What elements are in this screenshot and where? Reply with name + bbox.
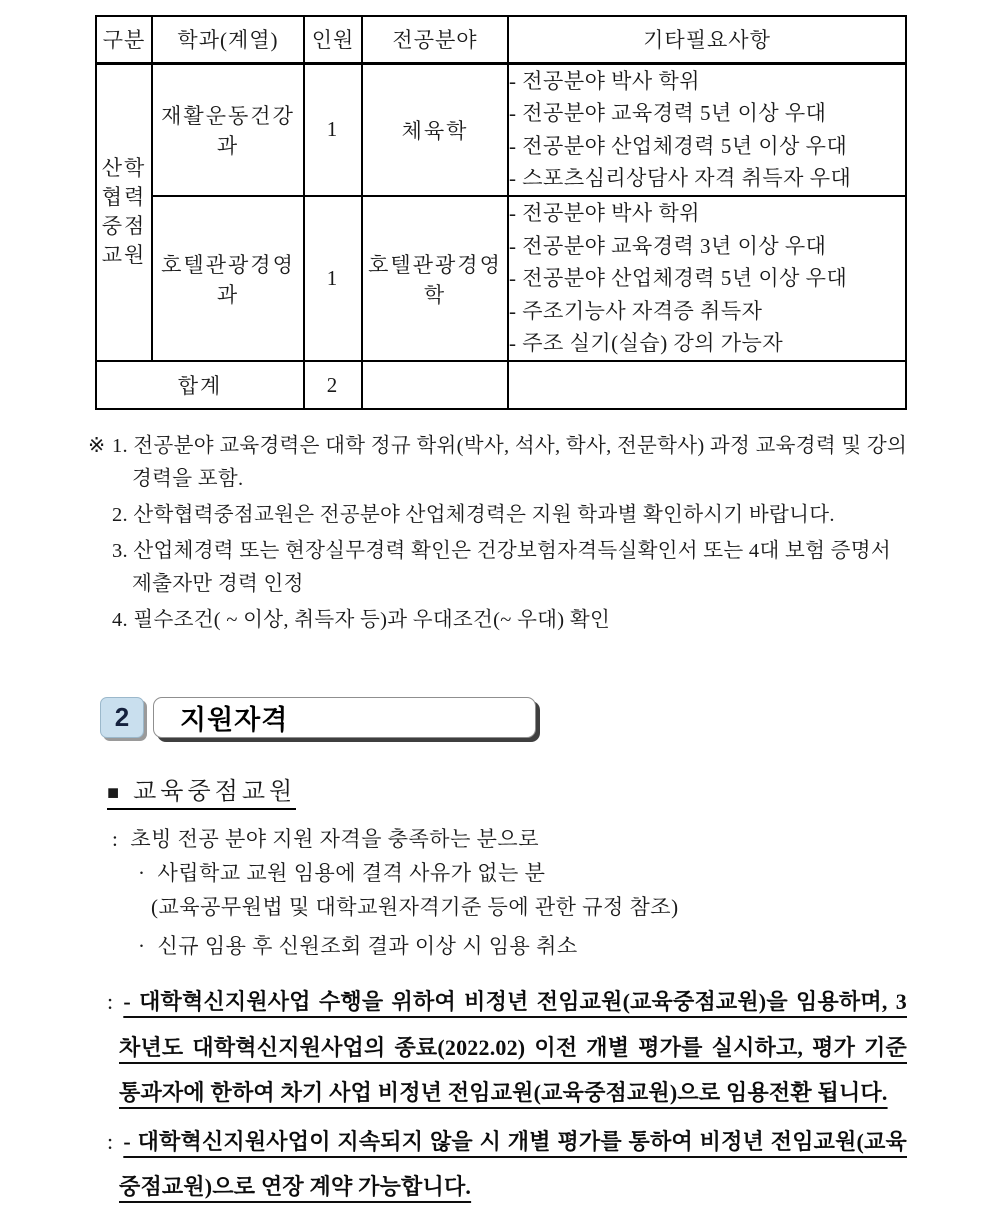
subsection-heading-text: 교육중점교원 [133,779,297,805]
table-total-row [96,361,906,409]
footnote-item: 4. 필수조건( ~ 이상, 취득자 등)과 우대조건(~ 우대) 확인 [112,609,611,631]
requirement-item: - 주조기능사 자격증 취득자 [509,298,763,323]
emphasized-paragraph [107,979,907,1116]
col-header-major: 전공분야 [362,16,508,63]
col-header-headcount: 인원 [304,16,362,63]
dot-bullet-icon: · [138,934,146,958]
table-row [96,196,906,361]
requirement-item: - 스포츠심리상담사 자격 취득자 우대 [509,166,852,191]
col-header-other-reqs: 기타필요사항 [508,16,906,63]
major-cell: 체육학 [362,63,508,196]
table-header-row [96,16,906,63]
footnote-item: 2. 산학협력중점교원은 전공분야 산업체경력은 지원 학과별 확인하시기 바랍니다. [112,504,835,526]
section-header [100,697,991,745]
qualification-line-text: 신규 임용 후 신원조회 결과 이상 시 임용 취소 [157,934,578,958]
subsection-heading [107,771,991,806]
col-header-category: 구분 [96,16,152,63]
colon-prefix: : [112,827,119,851]
emphasized-notices [107,979,907,1210]
colon-prefix: : [107,989,114,1014]
count-cell: 1 [304,63,362,196]
table-row [96,63,906,196]
group-label: 산학협력중점교원 [101,156,147,268]
qualification-line [107,856,991,890]
qualification-line [107,822,991,856]
requirement-item: - 전공분야 박사 학위 [509,68,701,93]
empty-cell [508,361,906,409]
footnotes [88,430,916,637]
col-header-department: 학과(계열) [152,16,304,63]
qualification-line-text: 초빙 전공 분야 지원 자격을 충족하는 분으로 [130,827,539,851]
empty-cell [362,361,508,409]
qualification-body [107,822,991,963]
section-title: 지원자격 [153,697,536,738]
square-bullet-icon: ■ [107,782,124,804]
footnote-item: 3. 산업체경력 또는 현장실무경력 확인은 건강보험자격득실확인서 또는 4대 보험 증명서 제출자만 경력 인정 [112,540,891,595]
footnote-item: 1. 전공분야 교육경력은 대학 정규 학위(박사, 석사, 학사, 전문학사) 과정 교육경력 및 강의 경력을 포함. [112,435,908,490]
section-number-badge: 2 [100,697,144,738]
total-count-cell: 2 [304,361,362,409]
requirements-cell [508,196,906,361]
group-label-cell [96,63,152,361]
requirement-item: - 전공분야 박사 학위 [509,201,701,226]
colon-prefix: : [107,1128,114,1154]
emphasized-text: - 대학혁신지원사업이 지속되지 않을 시 개별 평가를 통하여 비정년 전임교원(교육중점교원)으로 연장 계약 가능합니다. [119,1128,907,1199]
total-label-cell: 합계 [96,361,304,409]
reference-mark: ※ [88,435,106,457]
count-cell: 1 [304,196,362,361]
requirement-item: - 전공분야 교육경력 3년 이상 우대 [509,233,827,258]
dept-cell: 재활운동건강과 [152,63,304,196]
dept-cell: 호텔관광경영과 [152,196,304,361]
requirements-cell [508,63,906,196]
qualification-line-text: 사립학교 교원 임용에 결격 사유가 없는 분 [157,861,546,885]
major-cell: 호텔관광경영학 [362,196,508,361]
qualification-line-text: (교육공무원법 및 대학교원자격기준 등에 관한 규정 참조) [151,895,679,919]
qualification-line [107,890,991,924]
emphasized-paragraph [107,1119,907,1210]
requirement-item: - 전공분야 산업체경력 5년 이상 우대 [509,266,848,291]
qualification-line [107,929,991,963]
dot-bullet-icon: · [138,861,146,885]
emphasized-text: - 대학혁신지원사업 수행을 위하여 비정년 전임교원(교육중점교원)을 임용하며, 3차년도 대학혁신지원사업의 종료(2022.02) 이전 개별 평가를 실시하고, 평가 기준 통과자에 한하여 차기 사업 비정년 전임교원(교육중점교원)으로 임용전환 됩니다. [119,989,907,1105]
recruitment-table [95,15,907,410]
requirement-item: - 전공분야 산업체경력 5년 이상 우대 [509,133,848,158]
requirement-item: - 주조 실기(실습) 강의 가능자 [509,331,784,356]
requirement-item: - 전공분야 교육경력 5년 이상 우대 [509,101,827,126]
